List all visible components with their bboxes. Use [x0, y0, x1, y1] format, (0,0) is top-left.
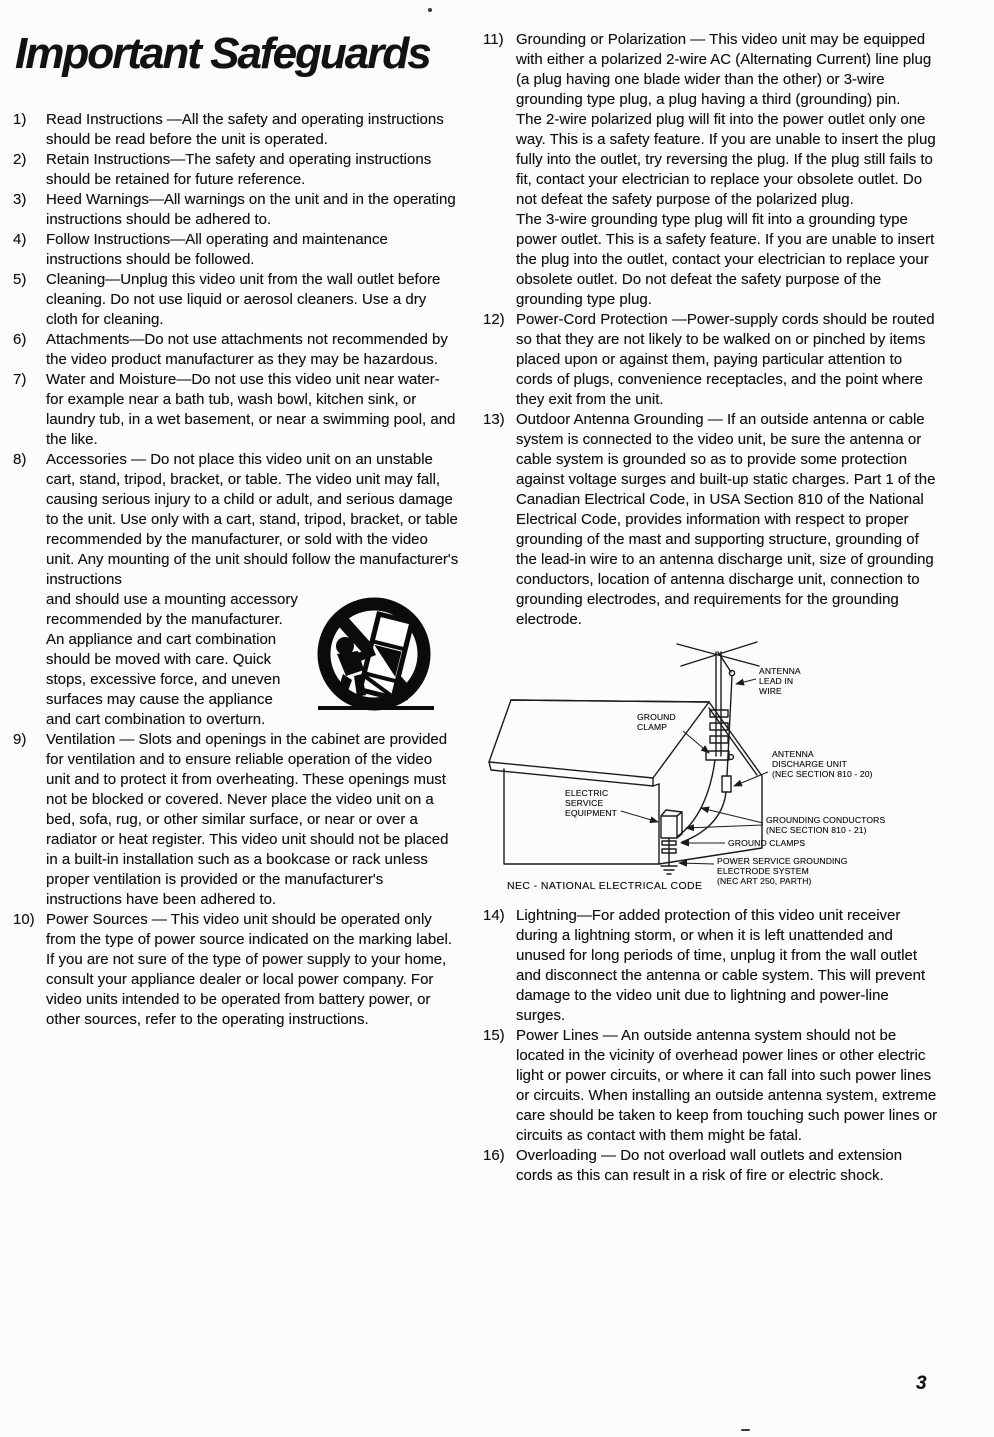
diagram-label: (NEC SECTION 810 - 21) — [766, 825, 867, 835]
item-text: and should use a mounting accessory recommended by the manufacturer. An appliance and cart combination should be moved with care. Quick stops, excessive force, and uneven surfaces may cause the appliance and cart combination to overturn. — [46, 591, 298, 728]
item-text: Retain Instructions—The safety and operating instructions should be retained for future reference. — [46, 151, 432, 188]
item-number: 4) — [13, 231, 27, 248]
item-text: Power Lines — An outside antenna system should not be located in the vicinity of overhead power lines or other electric light or power circuits, or where it can fall into such power lines or circuits. When installing an outside antenna system, extreme care should be taken to keep from touching such power lines or circuits as contact with them might be fatal. — [516, 1027, 938, 1144]
diagram-label: (NEC SECTION 810 - 20) — [772, 769, 873, 779]
item-text-with-figure — [46, 590, 460, 730]
item-number: 5) — [13, 271, 27, 288]
right-column — [483, 0, 939, 1186]
safeguard-item-8 — [13, 450, 460, 730]
item-number: 12) — [483, 311, 505, 328]
item-number: 9) — [13, 731, 27, 748]
scan-artifact-dash — [741, 1429, 750, 1431]
item-text: Water and Moisture—Do not use this video unit near water- for example near a bath tub, wash bowl, kitchen sink, or laundry tub, in a wet basement, or near a swimming pool, and the like. — [46, 371, 456, 448]
safeguard-item-3 — [13, 190, 460, 230]
item-text: Outdoor Antenna Grounding — If an outside antenna or cable system is connected to the video unit, be sure the antenna or cable system is grounded so as to provide some protection against voltage surges and built-up static charges. Part 1 of the Canadian Electrical Code, in USA Section 810 of the National Electrical Code, provides information with respect to proper grounding of the mast and supporting structure, grounding of the lead-in wire to an antenna discharge unit, size of grounding conductors, location of antenna discharge unit, connection to grounding electrodes, and requirements for the grounding electrode. — [516, 411, 936, 628]
item-text: Overloading — Do not overload wall outlets and extension cords as this can result in a risk of fire or electric shock. — [516, 1147, 903, 1184]
item-number: 6) — [13, 331, 27, 348]
diagram-label: ELECTRIC — [565, 788, 609, 798]
item-number: 14) — [483, 907, 505, 924]
safeguard-item-12 — [483, 310, 939, 410]
safeguard-item-13 — [483, 410, 939, 630]
diagram-label: GROUNDING CONDUCTORS — [766, 815, 886, 825]
item-number: 16) — [483, 1147, 505, 1164]
item-number: 8) — [13, 451, 27, 468]
item-text: Ventilation — Slots and openings in the cabinet are provided for ventilation and to ensure reliable operation of the video unit and to protect it from overheating. These openings must not be blocked or covered. Never place the video unit on a bed, sofa, rug, or other similar surface, or near or over a radiator or heat register. This video unit should not be placed in a built-in installation such as a bookcase or rack unless proper ventilation is provided or the manufacturer's instructions have been adhered to. — [46, 731, 449, 908]
item-text: Lightning—For added protection of this video unit receiver during a lightning storm, or when it is left unattended and unused for long periods of time, unplug it from the wall outlet and disconnect the antenna or cable system. This will prevent damage to the video unit due to lightning and power-line surges. — [516, 907, 926, 1024]
safeguard-item-11 — [483, 30, 939, 310]
item-text: The 3-wire grounding type plug will fit into a grounding type power outlet. This is a safety feature. If you are unable to insert the plug into the outlet, contact your electrician to replace your obsolete outlet. Do not defeat the safety purpose of the grounding type plug. — [516, 211, 935, 308]
item-number: 13) — [483, 411, 505, 428]
diagram-label: SERVICE — [565, 798, 604, 808]
item-number: 15) — [483, 1027, 505, 1044]
item-text: Accessories — Do not place this video unit on an unstable cart, stand, tripod, bracket, or table. The video unit may fall, causing serious injury to a child or adult, and serious damage to the unit. Use only with a cart, stand, tripod, bracket, or table recommended by the manufacturer, or sold with the video unit. Any mounting of the unit should follow the manufacturer's instructions — [46, 451, 459, 588]
diagram-label: DISCHARGE UNIT — [772, 759, 847, 769]
safeguard-item-5 — [13, 270, 460, 330]
item-text: Grounding or Polarization — This video unit may be equipped with either a polarized 2-wire AC (Alternating Current) line plug (a plug having one blade wider than the other) or 3-wire grounding type plug, a plug having a third (grounding) pin. — [516, 31, 932, 108]
cart-tip-warning-icon — [300, 590, 460, 726]
diagram-label: WIRE — [759, 686, 782, 696]
diagram-label: GROUND — [637, 712, 676, 722]
item-number: 11) — [483, 31, 504, 48]
item-number: 2) — [13, 151, 27, 168]
item-text: Heed Warnings—All warnings on the unit and in the operating instructions should be adhered to. — [46, 191, 456, 228]
item-text: Cleaning—Unplug this video unit from the wall outlet before cleaning. Do not use liquid or aerosol cleaners. Use a dry cloth for cleaning. — [46, 271, 441, 328]
safeguard-item-4 — [13, 230, 460, 270]
diagram-label: POWER SERVICE GROUNDING — [717, 856, 848, 866]
left-column — [13, 0, 460, 1030]
diagram-label: LEAD IN — [759, 676, 794, 686]
item-text: Follow Instructions—All operating and maintenance instructions should be followed. — [46, 231, 388, 268]
item-text: Read Instructions —All the safety and operating instructions should be read before the unit is operated. — [46, 111, 444, 148]
diagram-label: ANTENNA — [772, 749, 814, 759]
item-text: Power-Cord Protection —Power-supply cords should be routed so that they are not likely to be walked on or pinched by items placed upon or against them, paying particular attention to cords of plugs, convenience receptacles, and the point where they exit from the unit. — [516, 311, 935, 408]
safeguard-item-1 — [13, 110, 460, 150]
safeguard-item-9 — [13, 730, 460, 910]
safeguard-item-15 — [483, 1026, 939, 1146]
item-number: 3) — [13, 191, 27, 208]
item-number: 10) — [13, 911, 35, 928]
item-text: Power Sources — This video unit should be operated only from the type of power source indicated on the marking label. If you are not sure of the type of power supply to your home, consult your appliance dealer or local power company. For video units intended to be operated from battery power, or other sources, refer to the operating instructions. — [46, 911, 453, 1028]
safeguard-item-6 — [13, 330, 460, 370]
safeguard-item-16 — [483, 1146, 939, 1186]
item-number: 1) — [13, 111, 27, 128]
page-number: 3 — [916, 1373, 927, 1394]
diagram-label: ELECTRODE SYSTEM — [717, 866, 809, 876]
diagram-label: ANTENNA — [759, 666, 801, 676]
diagram-label: (NEC ART 250, PARTH) — [717, 876, 812, 886]
diagram-label: CLAMP — [637, 722, 668, 732]
diagram-label: EQUIPMENT — [565, 808, 617, 818]
diagram-label: GROUND CLAMPS — [728, 838, 806, 848]
item-number: 7) — [13, 371, 27, 388]
item-text: Attachments—Do not use attachments not recommended by the video product manufacturer as they may be hazardous. — [46, 331, 448, 368]
safeguard-item-7 — [13, 370, 460, 450]
safeguard-item-2 — [13, 150, 460, 190]
item-text: The 2-wire polarized plug will fit into the power outlet only one way. This is a safety feature. If you are unable to insert the plug fully into the outlet, try reversing the plug. If the plug still fails to fit, contact your electrician to replace your obsolete outlet. Do not defeat the safety purpose of the polarized plug. — [516, 111, 936, 208]
safeguard-item-14 — [483, 906, 939, 1026]
diagram-footnote: NEC - NATIONAL ELECTRICAL CODE — [507, 880, 703, 892]
antenna-grounding-diagram — [485, 636, 987, 898]
safeguard-item-10 — [13, 910, 460, 1030]
page-title: Important Safeguards — [15, 29, 430, 78]
